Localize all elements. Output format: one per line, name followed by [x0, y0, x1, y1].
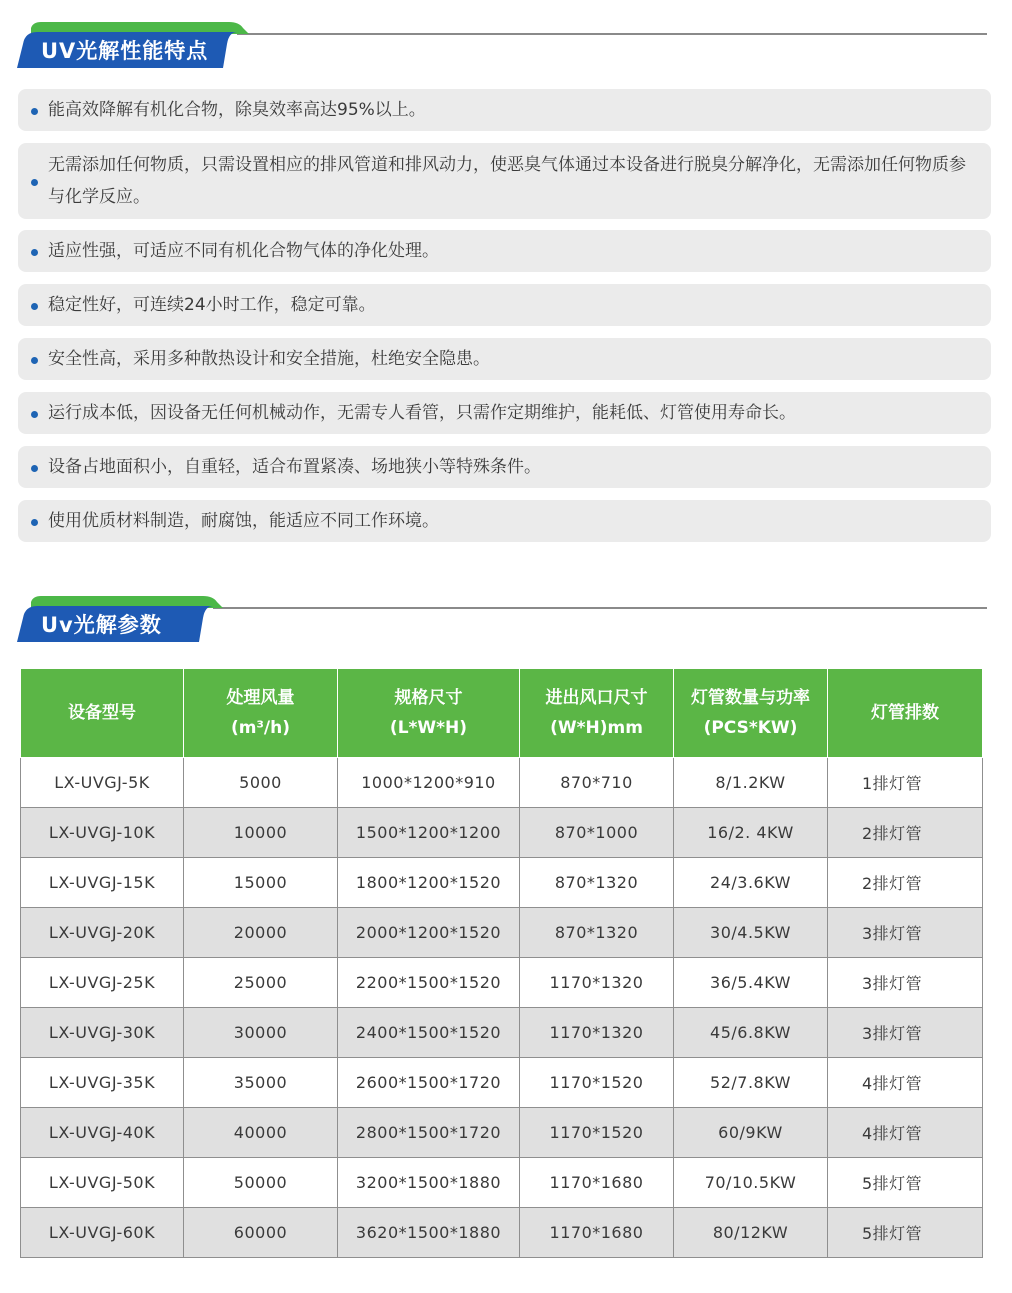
cell-port-size: 1170*1320	[520, 958, 674, 1008]
bullet-icon	[31, 108, 38, 115]
cell-lamp-power: 45/6.8KW	[674, 1008, 828, 1058]
cell-airflow: 15000	[184, 858, 338, 908]
table-row	[21, 958, 983, 1008]
cell-lamp-power: 70/10.5KW	[674, 1158, 828, 1208]
bullet-icon	[31, 357, 38, 364]
feature-text: 设备占地面积小，自重轻，适合布置紧凑、场地狭小等特殊条件。	[48, 457, 541, 477]
cell-dimensions: 1800*1200*1520	[338, 858, 520, 908]
cell-lamp-power: 52/7.8KW	[674, 1058, 828, 1108]
cell-model: LX-UVGJ-40K	[21, 1108, 184, 1158]
bullet-icon	[31, 249, 38, 256]
cell-model: LX-UVGJ-35K	[21, 1058, 184, 1108]
section-header-features	[17, 22, 987, 74]
cell-lamp-rows: 3排灯管	[828, 958, 983, 1008]
feature-text: 安全性高，采用多种散热设计和安全措施，杜绝安全隐患。	[48, 349, 490, 369]
cell-port-size: 870*1320	[520, 908, 674, 958]
cell-lamp-power: 60/9KW	[674, 1108, 828, 1158]
section-title: Uv光解参数	[41, 613, 162, 637]
cell-lamp-rows: 3排灯管	[828, 908, 983, 958]
cell-lamp-rows: 2排灯管	[828, 808, 983, 858]
cell-lamp-power: 16/2. 4KW	[674, 808, 828, 858]
header-airflow: 处理风量 (m³/h)	[184, 669, 338, 758]
cell-port-size: 1170*1680	[520, 1158, 674, 1208]
feature-item	[18, 89, 991, 131]
table-row	[21, 1108, 983, 1158]
cell-airflow: 30000	[184, 1008, 338, 1058]
header-lamp-power: 灯管数量与功率 (PCS*KW)	[674, 669, 828, 758]
cell-lamp-power: 36/5.4KW	[674, 958, 828, 1008]
table-row	[21, 808, 983, 858]
feature-text: 稳定性好，可连续24小时工作，稳定可靠。	[48, 295, 376, 315]
cell-port-size: 1170*1520	[520, 1058, 674, 1108]
cell-airflow: 20000	[184, 908, 338, 958]
feature-text: 运行成本低，因设备无任何机械动作，无需专人看管，只需作定期维护，能耗低、灯管使用寿命长。	[48, 403, 796, 423]
cell-lamp-rows: 1排灯管	[828, 758, 983, 808]
table-row	[21, 908, 983, 958]
cell-airflow: 25000	[184, 958, 338, 1008]
cell-lamp-rows: 5排灯管	[828, 1208, 983, 1258]
cell-model: LX-UVGJ-20K	[21, 908, 184, 958]
header-lamp-rows: 灯管排数	[828, 669, 983, 758]
feature-item	[18, 230, 991, 272]
cell-model: LX-UVGJ-50K	[21, 1158, 184, 1208]
feature-text: 使用优质材料制造，耐腐蚀，能适应不同工作环境。	[48, 511, 439, 531]
cell-model: LX-UVGJ-10K	[21, 808, 184, 858]
cell-dimensions: 3200*1500*1880	[338, 1158, 520, 1208]
feature-item	[18, 338, 991, 380]
cell-model: LX-UVGJ-60K	[21, 1208, 184, 1258]
cell-airflow: 50000	[184, 1158, 338, 1208]
cell-airflow: 5000	[184, 758, 338, 808]
cell-port-size: 1170*1680	[520, 1208, 674, 1258]
table-row	[21, 858, 983, 908]
bullet-icon	[31, 179, 38, 186]
bullet-icon	[31, 465, 38, 472]
section-title: UV光解性能特点	[41, 39, 209, 63]
table-row	[21, 1008, 983, 1058]
feature-text: 适应性强，可适应不同有机化合物气体的净化处理。	[48, 241, 439, 261]
cell-dimensions: 2000*1200*1520	[338, 908, 520, 958]
header-port-size: 进出风口尺寸 (W*H)mm	[520, 669, 674, 758]
cell-airflow: 60000	[184, 1208, 338, 1258]
cell-port-size: 1170*1520	[520, 1108, 674, 1158]
bullet-icon	[31, 519, 38, 526]
feature-item	[18, 446, 991, 488]
cell-lamp-power: 30/4.5KW	[674, 908, 828, 958]
cell-model: LX-UVGJ-30K	[21, 1008, 184, 1058]
feature-item	[18, 143, 991, 219]
cell-dimensions: 3620*1500*1880	[338, 1208, 520, 1258]
cell-airflow: 10000	[184, 808, 338, 858]
cell-model: LX-UVGJ-5K	[21, 758, 184, 808]
header-divider	[237, 33, 987, 35]
cell-port-size: 1170*1320	[520, 1008, 674, 1058]
feature-item	[18, 392, 991, 434]
cell-dimensions: 2800*1500*1720	[338, 1108, 520, 1158]
cell-port-size: 870*1000	[520, 808, 674, 858]
header-dimensions: 规格尺寸 (L*W*H)	[338, 669, 520, 758]
table-row	[21, 1158, 983, 1208]
cell-port-size: 870*1320	[520, 858, 674, 908]
cell-dimensions: 2400*1500*1520	[338, 1008, 520, 1058]
table-row	[21, 1208, 983, 1258]
cell-lamp-power: 24/3.6KW	[674, 858, 828, 908]
cell-lamp-power: 8/1.2KW	[674, 758, 828, 808]
cell-lamp-power: 80/12KW	[674, 1208, 828, 1258]
header-divider	[213, 607, 987, 609]
params-table	[20, 668, 983, 1258]
table-header-row	[21, 669, 983, 758]
cell-port-size: 870*710	[520, 758, 674, 808]
cell-dimensions: 1500*1200*1200	[338, 808, 520, 858]
cell-airflow: 35000	[184, 1058, 338, 1108]
cell-lamp-rows: 3排灯管	[828, 1008, 983, 1058]
cell-dimensions: 2200*1500*1520	[338, 958, 520, 1008]
feature-item	[18, 500, 991, 542]
cell-lamp-rows: 2排灯管	[828, 858, 983, 908]
cell-airflow: 40000	[184, 1108, 338, 1158]
feature-item	[18, 284, 991, 326]
bullet-icon	[31, 411, 38, 418]
cell-lamp-rows: 4排灯管	[828, 1108, 983, 1158]
cell-model: LX-UVGJ-25K	[21, 958, 184, 1008]
cell-dimensions: 2600*1500*1720	[338, 1058, 520, 1108]
feature-text: 无需添加任何物质，只需设置相应的排风管道和排风动力，使恶臭气体通过本设备进行脱臭分解净化，无需添加任何物质参与化学反应。	[48, 155, 966, 207]
table-row	[21, 758, 983, 808]
feature-text: 能高效降解有机化合物，除臭效率高达95%以上。	[48, 100, 426, 120]
bullet-icon	[31, 303, 38, 310]
header-model: 设备型号	[21, 669, 184, 758]
cell-lamp-rows: 4排灯管	[828, 1058, 983, 1108]
cell-model: LX-UVGJ-15K	[21, 858, 184, 908]
cell-dimensions: 1000*1200*910	[338, 758, 520, 808]
section-header-params	[17, 596, 987, 648]
table-row	[21, 1058, 983, 1108]
cell-lamp-rows: 5排灯管	[828, 1158, 983, 1208]
